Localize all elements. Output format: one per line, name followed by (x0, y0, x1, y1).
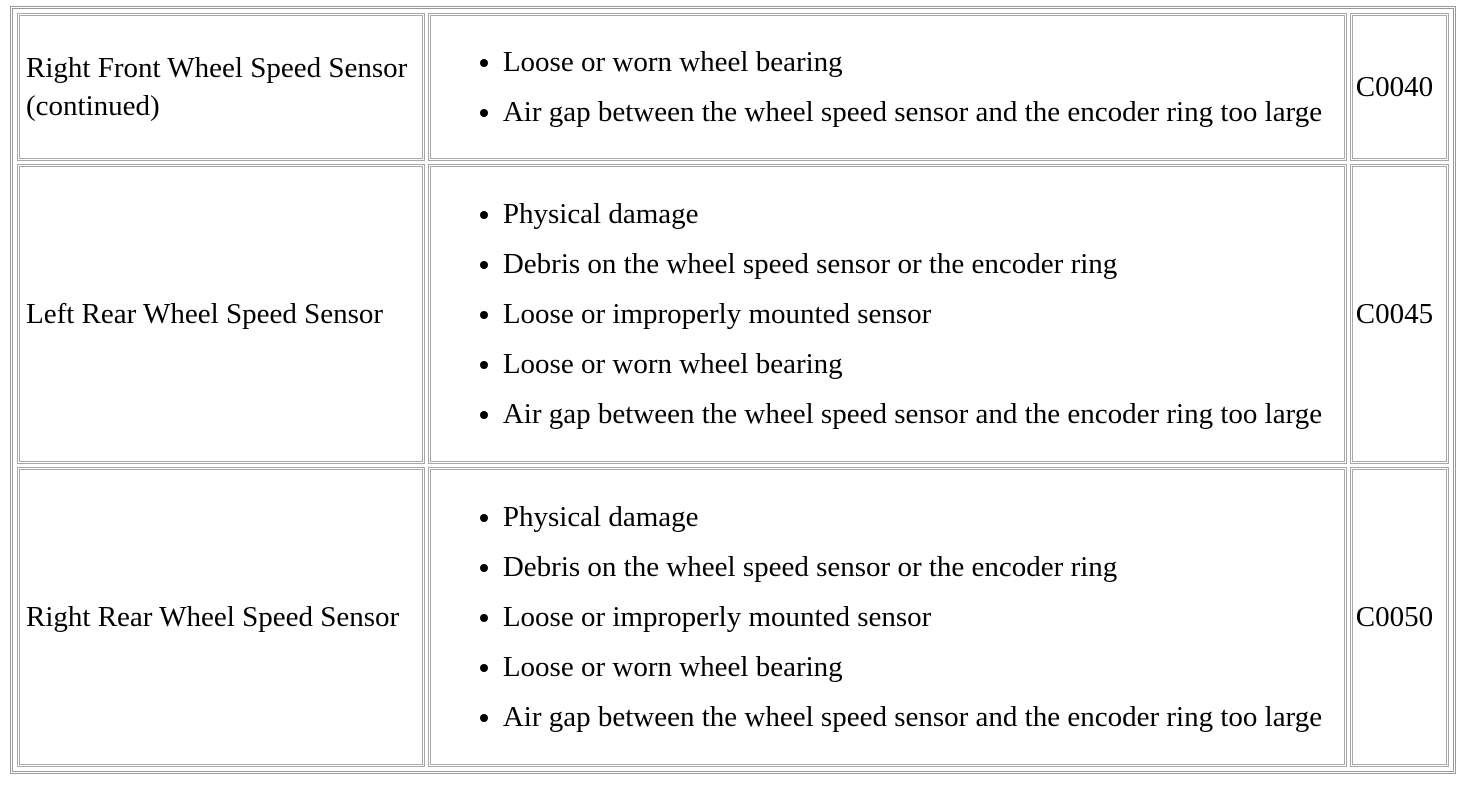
component-cell: Left Rear Wheel Speed Sensor (17, 164, 425, 464)
list-item: • Debris on the wheel speed sensor or the encoder ring (503, 245, 1336, 283)
causes-list (471, 43, 1336, 131)
list-item: • Air gap between the wheel speed sensor and the encoder ring too large (503, 93, 1336, 131)
dtc-code-cell: C0045 (1350, 164, 1449, 464)
component-cell: Right Rear Wheel Speed Sensor (17, 467, 425, 767)
list-item: • Air gap between the wheel speed sensor and the encoder ring too large (503, 698, 1336, 736)
diagnostic-table-frame (10, 6, 1456, 774)
causes-cell (428, 13, 1347, 161)
causes-cell (428, 164, 1347, 464)
table-row (17, 467, 1449, 767)
dtc-code-cell: C0040 (1350, 13, 1449, 161)
list-item: • Loose or improperly mounted sensor (503, 598, 1336, 636)
list-item: • Loose or worn wheel bearing (503, 43, 1336, 81)
list-item: • Air gap between the wheel speed sensor and the encoder ring too large (503, 395, 1336, 433)
table-row (17, 13, 1449, 161)
list-item: • Physical damage (503, 498, 1336, 536)
causes-list (471, 498, 1336, 736)
dtc-code-cell: C0050 (1350, 467, 1449, 767)
causes-cell (428, 467, 1347, 767)
list-item: • Loose or improperly mounted sensor (503, 295, 1336, 333)
list-item: • Loose or worn wheel bearing (503, 648, 1336, 686)
list-item: • Physical damage (503, 195, 1336, 233)
diagnostic-table (14, 10, 1452, 770)
list-item: • Debris on the wheel speed sensor or the encoder ring (503, 548, 1336, 586)
table-row (17, 164, 1449, 464)
component-cell: Right Front Wheel Speed Sensor (continued) (17, 13, 425, 161)
causes-list (471, 195, 1336, 433)
list-item: • Loose or worn wheel bearing (503, 345, 1336, 383)
